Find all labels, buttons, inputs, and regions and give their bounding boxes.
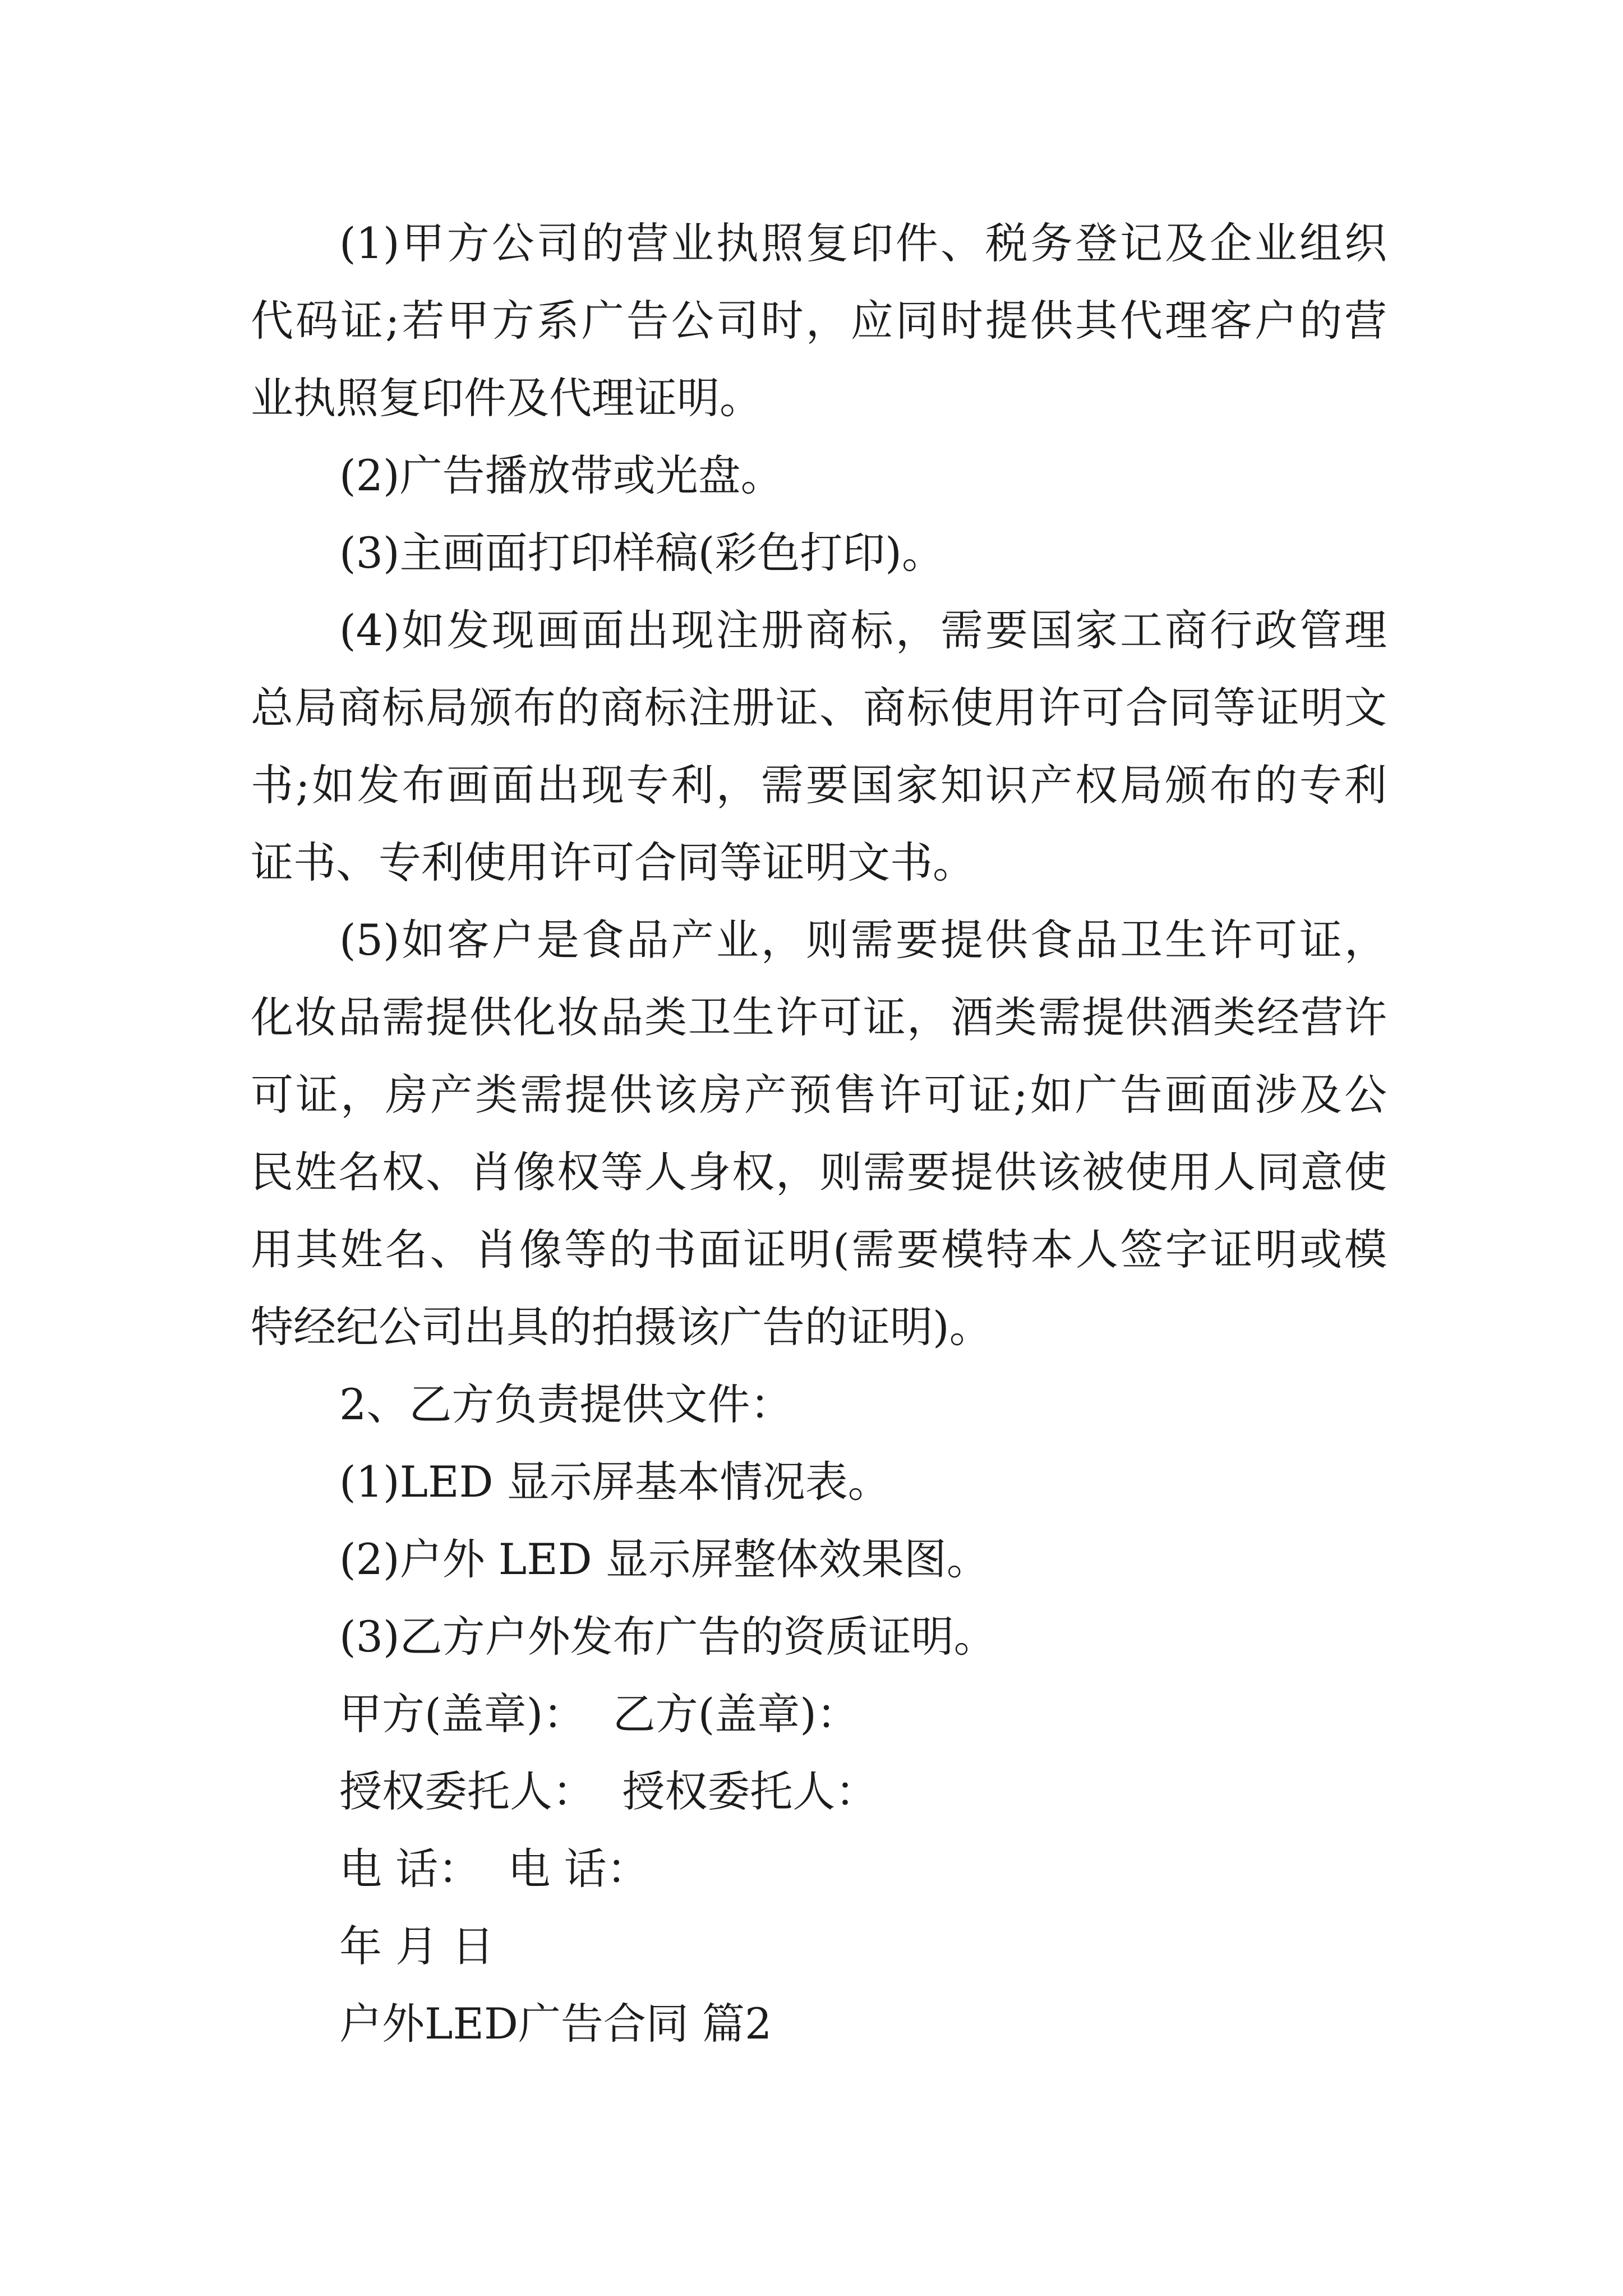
text-line: (2)广告播放带或光盘。 (339, 450, 783, 500)
paragraph-party-a-item-2 (251, 437, 1387, 514)
paragraph-party-a-item-3 (251, 514, 1387, 592)
text-line: 业执照复印件及代理证明。 (251, 373, 762, 423)
text-line: (3)主画面打印样稿(彩色打印)。 (339, 528, 944, 578)
text-line: 2、乙方负责提供文件： (339, 1379, 793, 1429)
paragraph-party-b-item-2 (251, 1521, 1387, 1598)
phone-line: 电 话： 电 话： (339, 1844, 649, 1894)
text-line: 证书、专利使用许可合同等证明文书。 (251, 838, 975, 887)
text-line: 代码证;若甲方系广告公司时，应同时提供其代理客户的营 (251, 296, 1387, 346)
text-line: (3)乙方户外发布广告的资质证明。 (339, 1612, 997, 1662)
text-line: 可证，房产类需提供该房产预售许可证;如广告画面涉及公 (251, 1070, 1387, 1120)
signature-block (251, 1676, 1387, 1985)
text-line: (2)户外 LED 显示屏整体效果图。 (339, 1534, 989, 1584)
paragraph-party-a-item-1 (251, 205, 1387, 437)
section-heading-party-b-documents (251, 1366, 1387, 1443)
text-line: 总局商标局颁布的商标注册证、商标使用许可合同等证明文 (251, 683, 1387, 733)
text-line: 用其姓名、肖像等的书面证明(需要模特本人签字证明或模 (251, 1225, 1387, 1274)
text-line: 民姓名权、肖像权等人身权，则需要提供该被使用人同意使 (251, 1147, 1387, 1197)
paragraph-party-b-item-3 (251, 1598, 1387, 1676)
seal-line: 甲方(盖章)： 乙方(盖章)： (339, 1689, 859, 1739)
date-line: 年 月 日 (339, 1921, 495, 1971)
text-line: 化妆品需提供化妆品类卫生许可证，酒类需提供酒类经营许 (251, 992, 1387, 1042)
text-line: (1)甲方公司的营业执照复印件、税务登记及企业组织 (339, 218, 1387, 268)
paragraph-party-b-item-1 (251, 1443, 1387, 1521)
text-line: (4)如发现画面出现注册商标，需要国家工商行政管理 (339, 605, 1387, 655)
text-line: 书;如发布画面出现专利，需要国家知识产权局颁布的专利 (251, 760, 1387, 810)
text-line: (5)如客户是食品产业，则需要提供食品卫生许可证， (339, 915, 1387, 965)
text-line: 特经纪公司出具的拍摄该广告的证明)。 (251, 1302, 992, 1352)
authorized-agent-line: 授权委托人： 授权委托人： (339, 1766, 878, 1816)
text-line: (1)LED 显示屏基本情况表。 (339, 1457, 891, 1507)
document-body (251, 205, 1387, 2063)
text-line: 户外LED广告合同 篇2 (339, 1999, 772, 2049)
paragraph-party-a-item-5 (251, 901, 1387, 1366)
next-contract-heading (251, 1985, 1387, 2063)
paragraph-party-a-item-4 (251, 592, 1387, 901)
